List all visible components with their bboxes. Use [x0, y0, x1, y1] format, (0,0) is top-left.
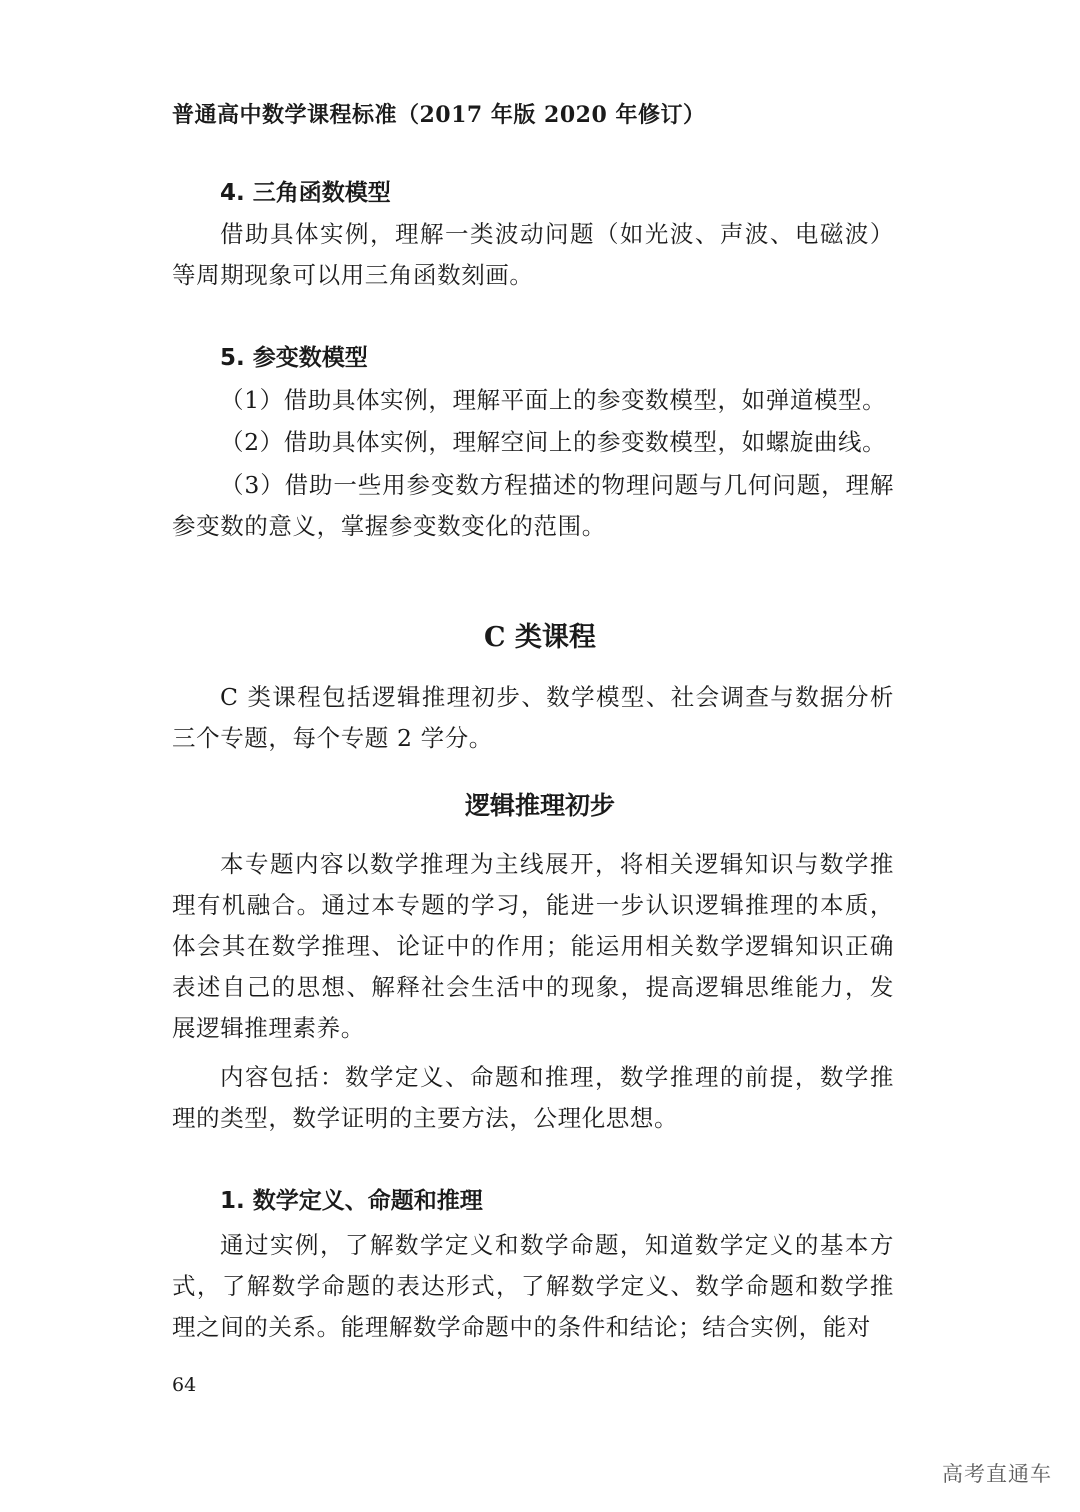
param-item-1: （1）借助具体实例，理解平面上的参变数模型，如弹道模型。 — [220, 386, 887, 414]
math-definitions-paragraph: 通过实例，了解数学定义和数学命题，知道数学定义的基本方式，了解数学命题的表达形式，了解数学定义、数学命题和数学推理之间的关系。能理解数学命题中的条件和结论；结合实例，能对 — [172, 1231, 894, 1341]
heading-course-c: C 类课程 — [484, 622, 596, 653]
running-header: 普通高中数学课程标准（2017 年版 2020 年修订） — [172, 102, 706, 128]
page-number: 64 — [172, 1374, 197, 1396]
heading-logic-topic: 逻辑推理初步 — [464, 791, 615, 820]
param-item-3: （3）借助一些用参变数方程描述的物理问题与几何问题，理解参变数的意义，掌握参变数变化的范围。 — [172, 471, 894, 540]
watermark: 高考直通车 — [942, 1462, 1052, 1486]
heading-trig-model: 4. 三角函数模型 — [220, 180, 391, 206]
heading-param-model: 5. 参变数模型 — [220, 345, 368, 371]
param-item-2: （2）借助具体实例，理解空间上的参变数模型，如螺旋曲线。 — [220, 428, 887, 456]
course-c-intro: C 类课程包括逻辑推理初步、数学模型、社会调查与数据分析三个专题，每个专题 2 学分。 — [172, 683, 894, 752]
trig-model-paragraph: 借助具体实例，理解一类波动问题（如光波、声波、电磁波）等周期现象可以用三角函数刻画。 — [172, 220, 894, 289]
heading-math-definitions: 1. 数学定义、命题和推理 — [220, 1188, 483, 1214]
logic-paragraph-2: 内容包括：数学定义、命题和推理，数学推理的前提，数学推理的类型，数学证明的主要方法，公理化思想。 — [172, 1063, 894, 1132]
logic-paragraph-1: 本专题内容以数学推理为主线展开，将相关逻辑知识与数学推理有机融合。通过本专题的学习，能进一步认识逻辑推理的本质，体会其在数学推理、论证中的作用；能运用相关数学逻辑知识正确表述自己的思想、解释社会生活中的现象，提高逻辑思维能力，发展逻辑推理素养。 — [172, 850, 894, 1042]
